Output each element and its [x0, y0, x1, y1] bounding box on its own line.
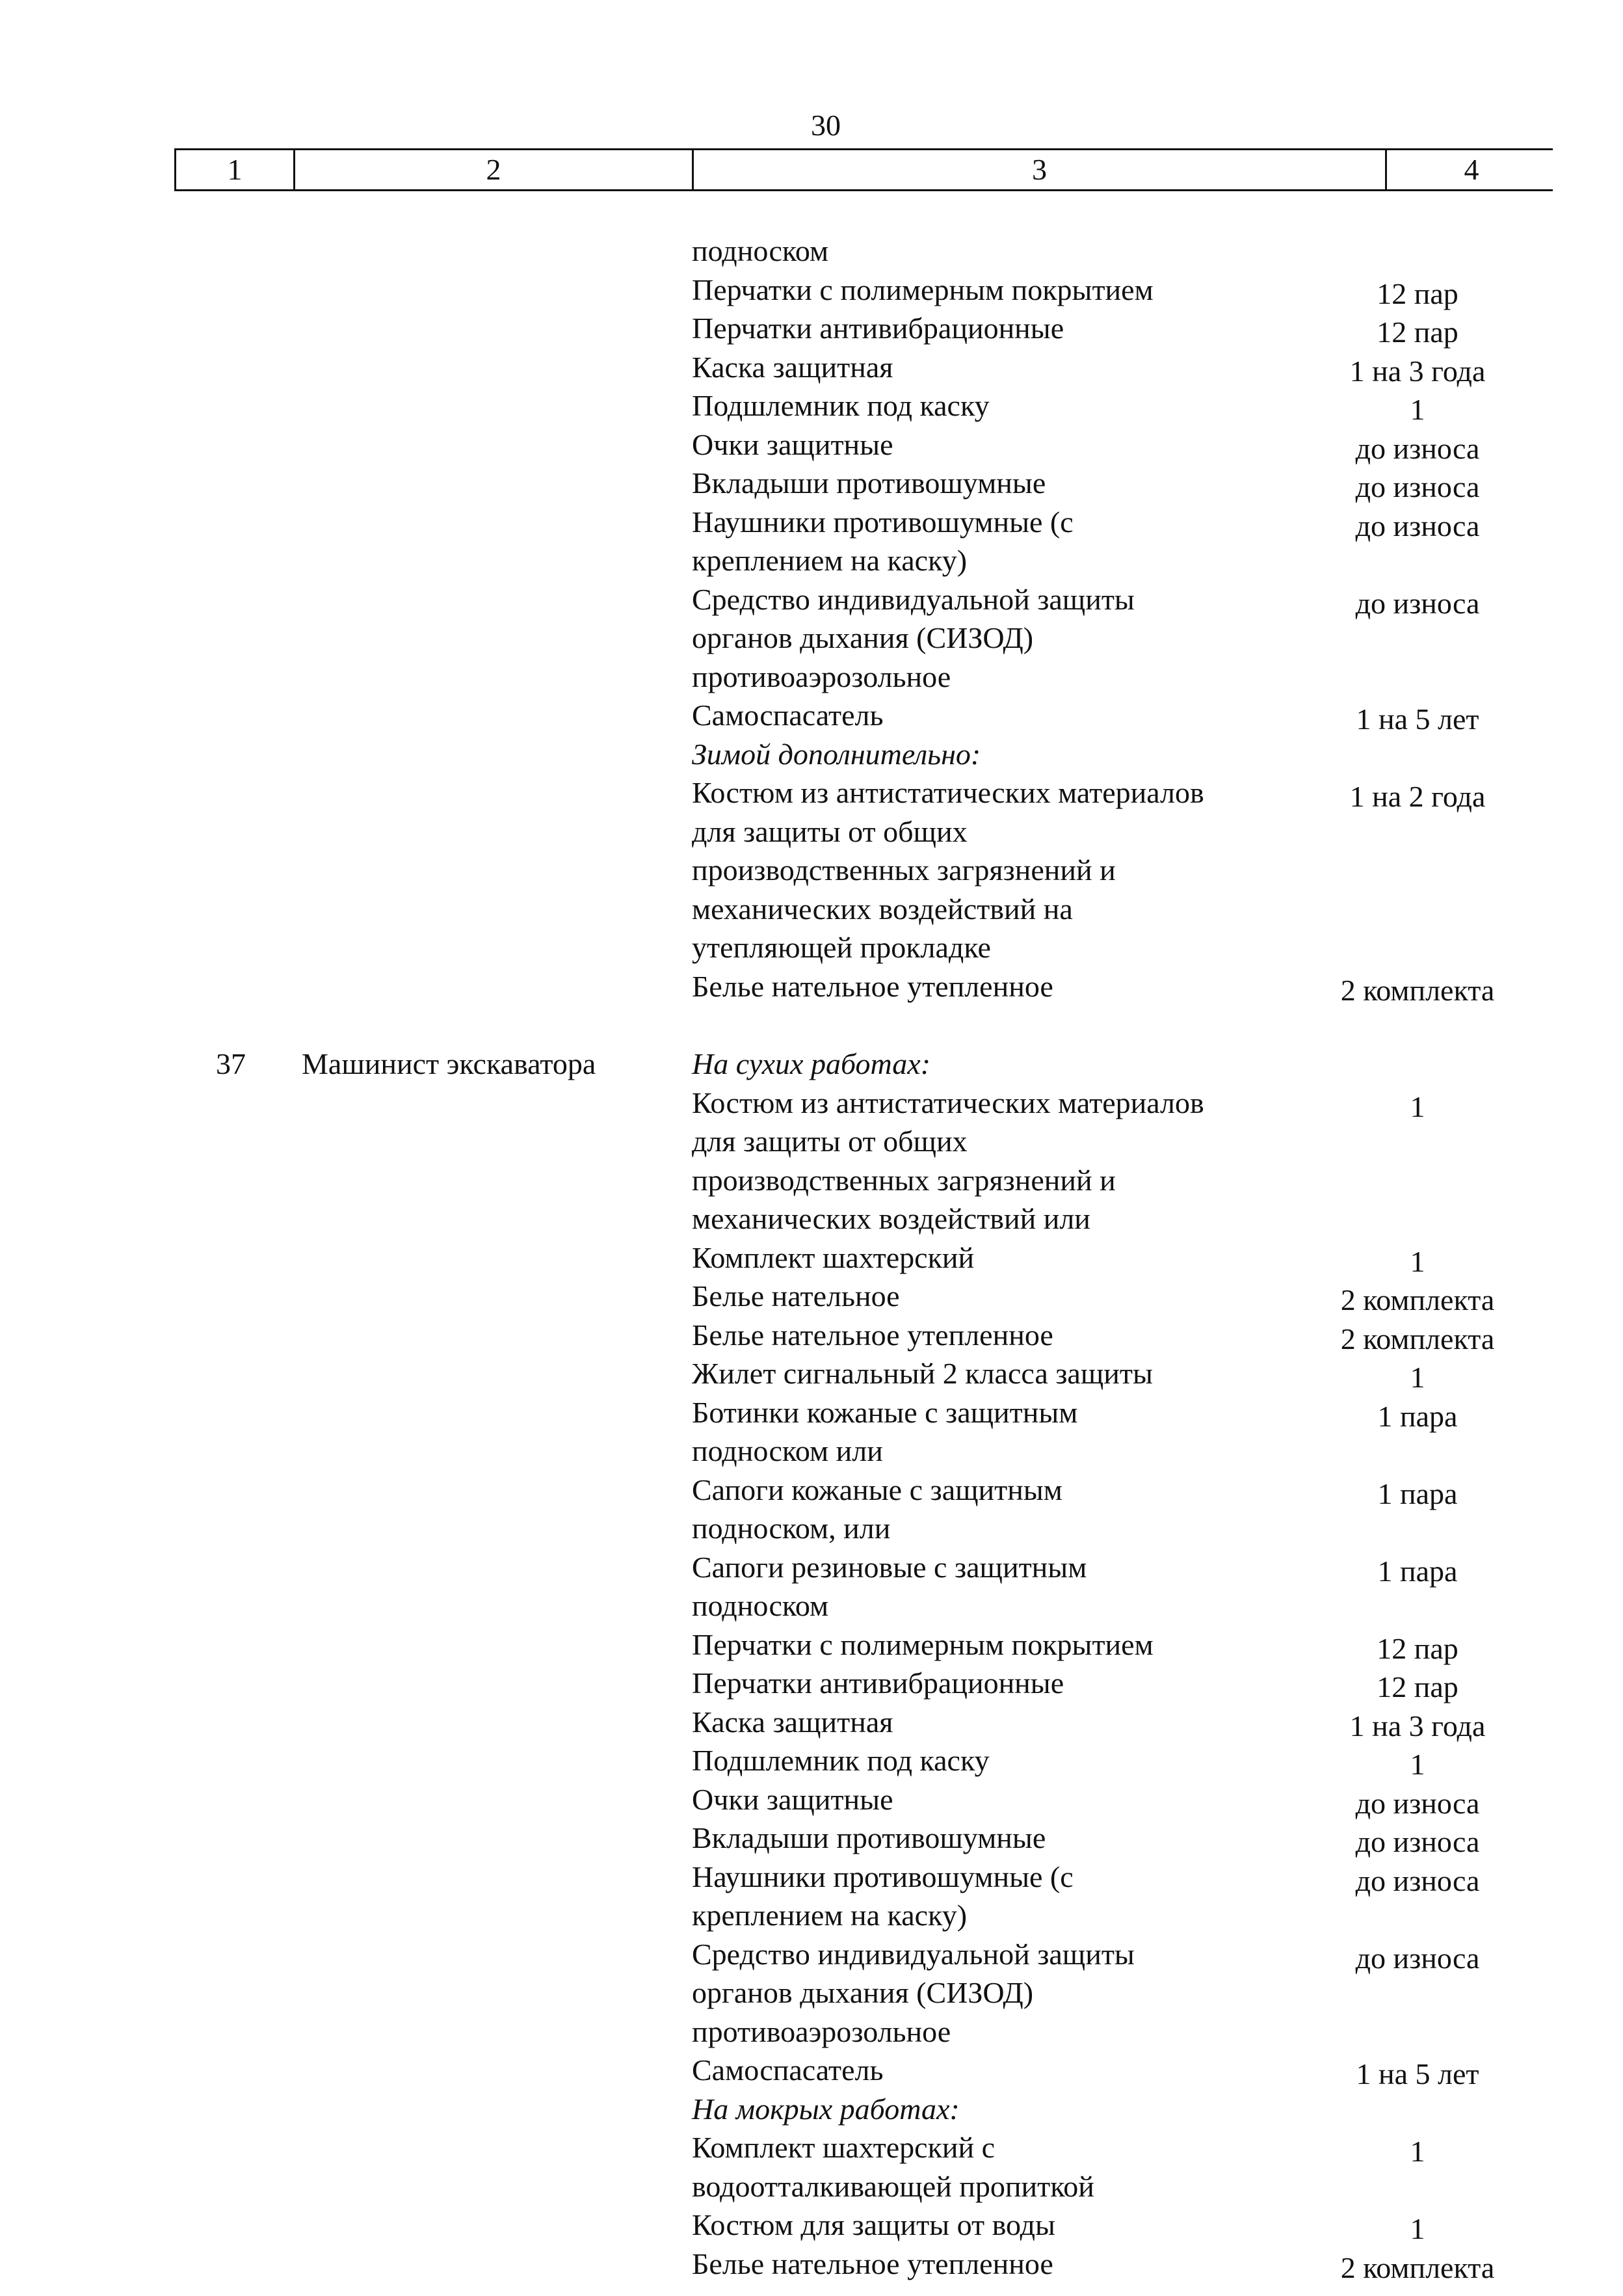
- item-name: механических воздействий на: [692, 892, 1073, 926]
- issue-norm: до износа: [1355, 431, 1480, 465]
- item-name: Каска защитная: [692, 1705, 893, 1739]
- item-name: Наушники противошумные (с: [692, 1860, 1074, 1893]
- item-name: креплением на каску): [692, 544, 968, 577]
- item-name: органов дыхания (СИЗОД): [692, 621, 1034, 654]
- issue-norm: 1: [1410, 1244, 1425, 1278]
- item-name: Белье нательное утепленное: [692, 1318, 1053, 1352]
- issue-norm: 1 на 5 лет: [1356, 2057, 1479, 2090]
- item-name: Зимой дополнительно:: [692, 737, 981, 771]
- item-name: утепляющей прокладке: [692, 931, 991, 964]
- issue-norm: 1 на 2 года: [1349, 780, 1486, 813]
- issue-norm: 1: [1410, 1748, 1425, 1781]
- column-header-3: 3: [1032, 153, 1047, 186]
- item-name: На сухих работах:: [692, 1047, 931, 1080]
- issue-norm: 12 пар: [1377, 1670, 1458, 1703]
- item-name: Перчатки антивибрационные: [692, 312, 1064, 345]
- item-name: На мокрых работах:: [692, 2092, 960, 2126]
- item-name: Костюм для защиты от воды: [692, 2208, 1055, 2241]
- item-name: для защиты от общих: [692, 1125, 968, 1158]
- issue-norm: 2 комплекта: [1340, 2250, 1495, 2284]
- item-name: Очки защитные: [692, 427, 893, 461]
- item-name: Костюм из антистатических материалов: [692, 1086, 1204, 1119]
- item-name: Перчатки с полимерным покрытием: [692, 273, 1154, 306]
- issue-norm: 1: [1410, 2135, 1425, 2168]
- item-name: Средство индивидуальной защиты: [692, 1937, 1135, 1971]
- page-number: 30: [811, 109, 841, 142]
- item-name: подноском или: [692, 1434, 883, 1467]
- entry-number: 37: [216, 1047, 246, 1080]
- item-name: производственных загрязнений и: [692, 853, 1116, 887]
- item-name: Комплект шахтерский с: [692, 2131, 996, 2164]
- item-name: Подшлемник под каску: [692, 1744, 990, 1777]
- issue-norm: до износа: [1355, 1941, 1480, 1975]
- item-name: противоаэрозольное: [692, 2014, 951, 2048]
- item-name: Костюм из антистатических материалов: [692, 776, 1204, 809]
- issue-norm: 1 пара: [1377, 1399, 1458, 1433]
- item-name: Белье нательное: [692, 1279, 900, 1313]
- issue-norm: 1 пара: [1377, 1476, 1458, 1510]
- item-name: Белье нательное утепленное: [692, 969, 1053, 1003]
- issue-norm: 1 на 3 года: [1349, 1709, 1486, 1742]
- issue-norm: 1 на 3 года: [1349, 354, 1486, 388]
- item-name: органов дыхания (СИЗОД): [692, 1976, 1034, 2009]
- issue-norm: 1 пара: [1377, 1554, 1458, 1588]
- issue-norm: 1: [1410, 1361, 1425, 1394]
- issue-norm: 2 комплекта: [1340, 973, 1495, 1007]
- item-name: Ботинки кожаные с защитным: [692, 1395, 1078, 1429]
- item-name: Вкладыши противошумные: [692, 1821, 1046, 1854]
- item-name: противоаэрозольное: [692, 660, 951, 693]
- item-name: Перчатки антивибрационные: [692, 1666, 1064, 1700]
- issue-norm: 1: [1410, 1089, 1425, 1123]
- issue-norm: 2 комплекта: [1340, 1322, 1495, 1355]
- item-name: водоотталкивающей пропиткой: [692, 2169, 1094, 2203]
- item-name: Самоспасатель: [692, 699, 884, 732]
- item-name: Самоспасатель: [692, 2053, 884, 2087]
- issue-norm: до износа: [1355, 1825, 1480, 1858]
- item-name: Жилет сигнальный 2 класса защиты: [692, 1357, 1153, 1390]
- issue-norm: 12 пар: [1377, 315, 1458, 349]
- item-name: подноском: [692, 234, 829, 267]
- item-name: Белье нательное утепленное: [692, 2247, 1053, 2280]
- issue-norm: до износа: [1355, 586, 1480, 620]
- item-name: Средство индивидуальной защиты: [692, 582, 1135, 616]
- column-header-1: 1: [227, 153, 243, 186]
- column-header-2: 2: [486, 153, 501, 186]
- item-name: подноском, или: [692, 1512, 891, 1545]
- item-name: Сапоги резиновые с защитным: [692, 1550, 1087, 1584]
- issue-norm: до износа: [1355, 509, 1480, 542]
- issue-norm: до износа: [1355, 1786, 1480, 1820]
- item-name: Каска защитная: [692, 350, 893, 384]
- issue-norm: 12 пар: [1377, 1631, 1458, 1665]
- item-name: Очки защитные: [692, 1782, 893, 1816]
- issue-norm: 12 пар: [1377, 276, 1458, 310]
- item-name: Сапоги кожаные с защитным: [692, 1473, 1062, 1506]
- item-name: креплением на каску): [692, 1899, 968, 1932]
- column-header-4: 4: [1464, 153, 1479, 186]
- issue-norm: 1: [1410, 2212, 1425, 2245]
- issue-norm: до износа: [1355, 470, 1480, 503]
- column-header-row: [174, 148, 1553, 191]
- issue-norm: 1: [1410, 393, 1425, 426]
- item-name: для защиты от общих: [692, 814, 968, 848]
- item-name: Наушники противошумные (с: [692, 505, 1074, 539]
- profession-name: Машинист экскаватора: [302, 1047, 596, 1080]
- item-name: Вкладыши противошумные: [692, 466, 1046, 500]
- issue-norm: до износа: [1355, 1863, 1480, 1897]
- item-name: производственных загрязнений и: [692, 1163, 1116, 1197]
- item-name: Подшлемник под каску: [692, 389, 990, 422]
- item-name: механических воздействий или: [692, 1202, 1090, 1235]
- item-name: Комплект шахтерский: [692, 1240, 975, 1274]
- item-name: Перчатки с полимерным покрытием: [692, 1627, 1154, 1661]
- item-name: подноском: [692, 1589, 829, 1622]
- issue-norm: 1 на 5 лет: [1356, 702, 1479, 736]
- issue-norm: 2 комплекта: [1340, 1283, 1495, 1316]
